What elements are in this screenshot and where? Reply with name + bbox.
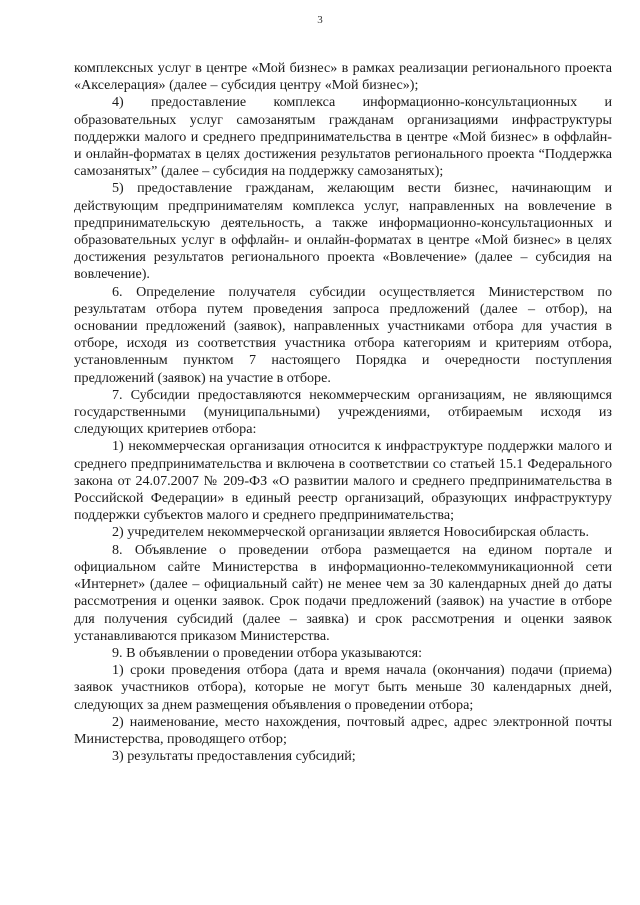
paragraph: 1) сроки проведения отбора (дата и время начала (окончания) подачи (приема) заявок участников отбора), которые не могут быть меньше 30 календарных дней, следующих за днем размещения объявления о проведении отбора; xyxy=(74,662,612,713)
paragraph: 1) некоммерческая организация относится к инфраструктуре поддержки малого и среднего предпринимательства и включена в соответствии со статьей 15.1 Федерального закона от 24.07.2007 № 209-ФЗ «О развитии малого и среднего предпринимательства в Российской Федерации» в единый реестр организаций, образующих инфраструктуру поддержки субъектов малого и среднего предпринимательства; xyxy=(74,438,612,524)
document-body xyxy=(74,60,612,765)
paragraph: 4) предоставление комплекса информационно-консультационных и образовательных услуг самозанятым гражданам организациями инфраструктуры поддержки малого и среднего предпринимательства в центре «Мой бизнес» в оффлайн- и онлайн-форматах в целях достижения результатов регионального проекта “Поддержка самозанятых” (далее – субсидия на поддержку самозанятых); xyxy=(74,94,612,180)
paragraph: 2) учредителем некоммерческой организации является Новосибирская область. xyxy=(112,524,589,541)
paragraph: комплексных услуг в центре «Мой бизнес» в рамках реализации регионального проекта «Акселерация» (далее – субсидия центру «Мой бизнес»); xyxy=(74,60,612,94)
paragraph: 5) предоставление гражданам, желающим вести бизнес, начинающим и действующим предпринимателям комплекса услуг, направленных на вовлечение в предпринимательскую деятельность, а также информационно-консультационных и образовательных услуг в оффлайн- и онлайн-форматах в центре «Мой бизнес» в целях достижения результатов регионального проекта «Вовлечение» (далее – субсидия на вовлечение). xyxy=(74,180,612,283)
paragraph: 7. Субсидии предоставляются некоммерческим организациям, не являющимся государственными (муниципальными) учреждениями, отбираемым исходя из следующих критериев отбора: xyxy=(74,386,612,438)
paragraph: 3) результаты предоставления субсидий; xyxy=(112,748,356,765)
paragraph: 2) наименование, место нахождения, почтовый адрес, адрес электронной почты Министерства, проводящего отбор; xyxy=(74,713,612,747)
paragraph: 6. Определение получателя субсидии осуществляется Министерством по результатам отбора путем проведения запроса предложений (далее – отбор), на основании предложений (заявок), направленных участниками отбора для участия в отборе, исходя из соответствия участника отбора категориям и критериям отбора, установленным пунктом 7 настоящего Порядка и очередности поступления предложений (заявок) на участие в отборе. xyxy=(74,283,612,386)
page-number: 3 xyxy=(317,14,323,26)
paragraph: 8. Объявление о проведении отбора размещается на едином портале и официальном сайте Министерства в информационно-телекоммуникационной сети «Интернет» (далее – официальный сайт) не менее чем за 30 календарных дней до даты рассмотрения и оценки заявок. Срок подачи предложений (заявок) на участие в отборе для получения субсидий (далее – заявка) и срок рассмотрения и оценки заявок устанавливаются приказом Министерства. xyxy=(74,541,612,644)
paragraph: 9. В объявлении о проведении отбора указываются: xyxy=(112,644,423,661)
